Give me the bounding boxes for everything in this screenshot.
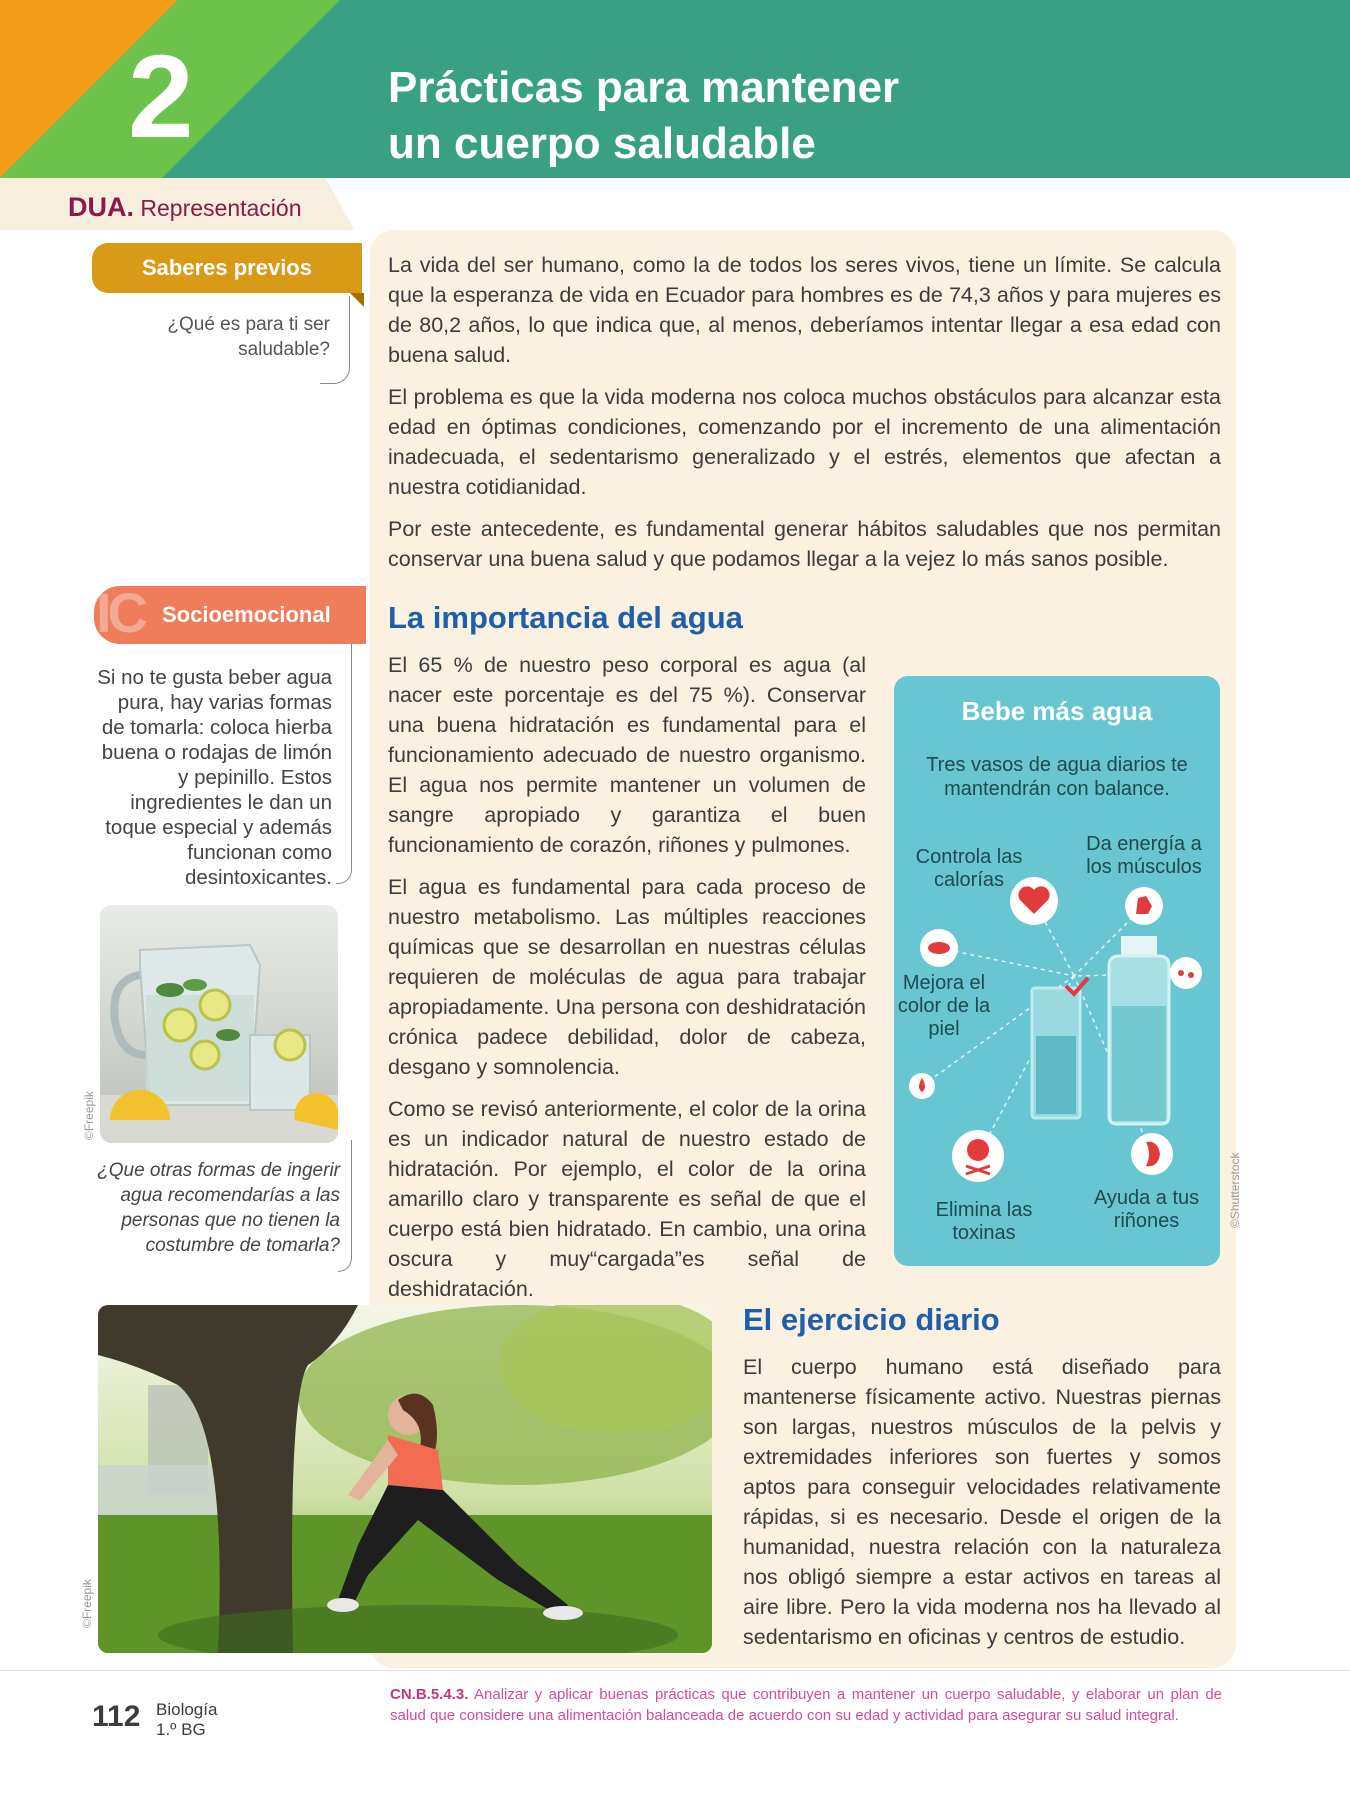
socio-bracket-line [336, 644, 352, 884]
curriculum-code: CN.B.5.4.3. [390, 1686, 469, 1703]
ejercicio-text [743, 1352, 1221, 1664]
intro-paragraph-3: Por este antecedente, es fundamental generar hábitos saludables que nos permitan conservar una buena salud y que podamos llegar a la vejez lo más sanos posible. [388, 517, 1221, 571]
curriculum-text: Analizar y aplicar buenas prácticas que contribuyen a mantener un cuerpo saludable, y elaborar un plan de salud que considere una alimentación balanceada de acuerdo con su edad y actividad para asegurar su salud integral. [390, 1686, 1222, 1724]
label-elimina-toxinas: Elimina las toxinas [935, 1199, 1033, 1244]
heading-ejercicio-diario: El ejercicio diario [743, 1302, 1000, 1337]
intro-paragraph-1: La vida del ser humano, como la de todos los seres vivos, tiene un límite. Se calcula que la esperanza de vida en Ecuador para hombres es de 74,3 años y para mujeres es de 80,2 años, lo que indica que, al menos, deberíamos intentar llegar a esa edad con buena salud. [388, 253, 1221, 367]
muscle-icon [1125, 887, 1163, 925]
agua-text [388, 650, 866, 1316]
kidney-icon [1131, 1133, 1173, 1175]
subject-name: Biología [156, 1700, 218, 1719]
skull-icon [952, 1130, 1004, 1182]
intro-text [388, 250, 1221, 586]
drop-icon [909, 1073, 935, 1099]
label-energia-musculos: Da energía a los músculos [1086, 833, 1202, 878]
intro-paragraph-2: El problema es que la vida moderna nos coloca muchos obstáculos para alcanzar esta edad en óptimas condiciones, comenzando por el incremento de una alimentación inadecuada, el sedentarismo generalizado y el estrés, elementos que afectan a nuestra cotidianidad. [388, 385, 1221, 499]
water-pitcher-image [100, 905, 338, 1143]
unit-title-line1: Prácticas para mantener [388, 63, 900, 112]
unit-number: 2 [128, 31, 194, 163]
page-number: 112 [92, 1700, 141, 1733]
dua-label [68, 192, 302, 223]
unit-title [388, 60, 1088, 172]
footer-divider [0, 1670, 1350, 1671]
label-controla-calorias: Controla las calorías [915, 846, 1023, 891]
socioemocional-tab [94, 586, 366, 644]
saberes-previos-tab: Saberes previos [92, 243, 362, 293]
heading-importancia-agua: La importancia del agua [388, 600, 743, 635]
curriculum-standard [390, 1684, 1222, 1726]
saberes-tab-fold [350, 293, 364, 307]
label-color-piel: Mejora el color de la piel [897, 972, 991, 1040]
question-bracket-line [338, 1140, 352, 1272]
bebe-mas-agua-infographic [894, 676, 1220, 1266]
dua-bold: DUA. [68, 192, 134, 222]
page-subject [156, 1700, 217, 1740]
woman-stretching-illustration [98, 1305, 712, 1653]
infographic-subtitle: Tres vasos de agua diarios te mantendrán con balance. [926, 754, 1188, 800]
unit-header [0, 0, 1350, 178]
lips-icon [920, 929, 958, 967]
socio-question: ¿Que otras formas de ingerir agua recomendarías a las personas que no tienen la costumbre de tomarla? [97, 1160, 340, 1256]
unit-title-line2: un cuerpo saludable [388, 119, 816, 168]
saberes-question: ¿Qué es para ti ser saludable? [167, 314, 330, 360]
agua-paragraph-2: El agua es fundamental para cada proceso de nuestro metabolismo. Las múltiples reacciones químicas que se desarrollan en nuestras células requieren de moléculas de agua para trabajar apropiadamente. Una persona con deshidratación crónica padece debilidad, dolor de cabeza, desgano y somnolencia. [388, 875, 866, 1079]
exercise-credit: ©Freepik [80, 1579, 94, 1628]
droplets-icon [1170, 957, 1202, 989]
agua-paragraph-1: El 65 % de nuestro peso corporal es agua (al nacer este porcentaje es del 75 %). Conservar una buena hidratación es fundamental para el funcionamiento adecuado de nuestro organismo. El agua nos permite mantener un volumen de sangre apropiado y garantiza el buen funcionamiento de corazón, riñones y pulmones. [388, 653, 866, 857]
socioemocional-text: Si no te gusta beber agua pura, hay varias formas de tomarla: coloca hierba buena o rodajas de limón y pepinillo. Estos ingredientes le dan un toque especial y además funcionan como desintoxicantes. [97, 666, 332, 889]
agua-paragraph-3: Como se revisó anteriormente, el color de la orina es un indicador natural de nuestro estado de hidratación. Por ejemplo, el color de la orina amarillo claro y transparente es señal de que el cuerpo está bien hidratado. En cambio, una orina oscura y muy“cargada”es señal de deshidratación. [388, 1097, 866, 1301]
infographic-title: Bebe más agua [961, 696, 1153, 726]
infographic-credit: ©Shutterstock [1228, 1152, 1242, 1228]
exercise-photo [98, 1305, 712, 1653]
pitcher-credit: ©Freepik [82, 1091, 96, 1140]
ejercicio-paragraph-1: El cuerpo humano está diseñado para mantenerse físicamente activo. Nuestras piernas son largas, nuestros músculos de la pelvis y extremidades inferiores son fuertes y somos aptos para conseguir velocidades relativamente rápidas, si es necesario. Desde el origen de la humanidad, nuestra relación con la naturaleza nos obligó siempre a estar activos en tareas al aire libre. Pero la vida moderna nos ha llevado al sedentarismo en oficinas y centros de estudio. [743, 1355, 1221, 1649]
dua-text: Representación [140, 195, 302, 221]
ic-logo-icon: IC [96, 586, 144, 644]
water-pitcher-illustration [100, 905, 338, 1143]
socioemocional-label: Socioemocional [162, 602, 331, 627]
label-ayuda-rinones: Ayuda a tus riñones [1093, 1187, 1200, 1232]
subject-grade: 1.º BG [156, 1720, 206, 1739]
